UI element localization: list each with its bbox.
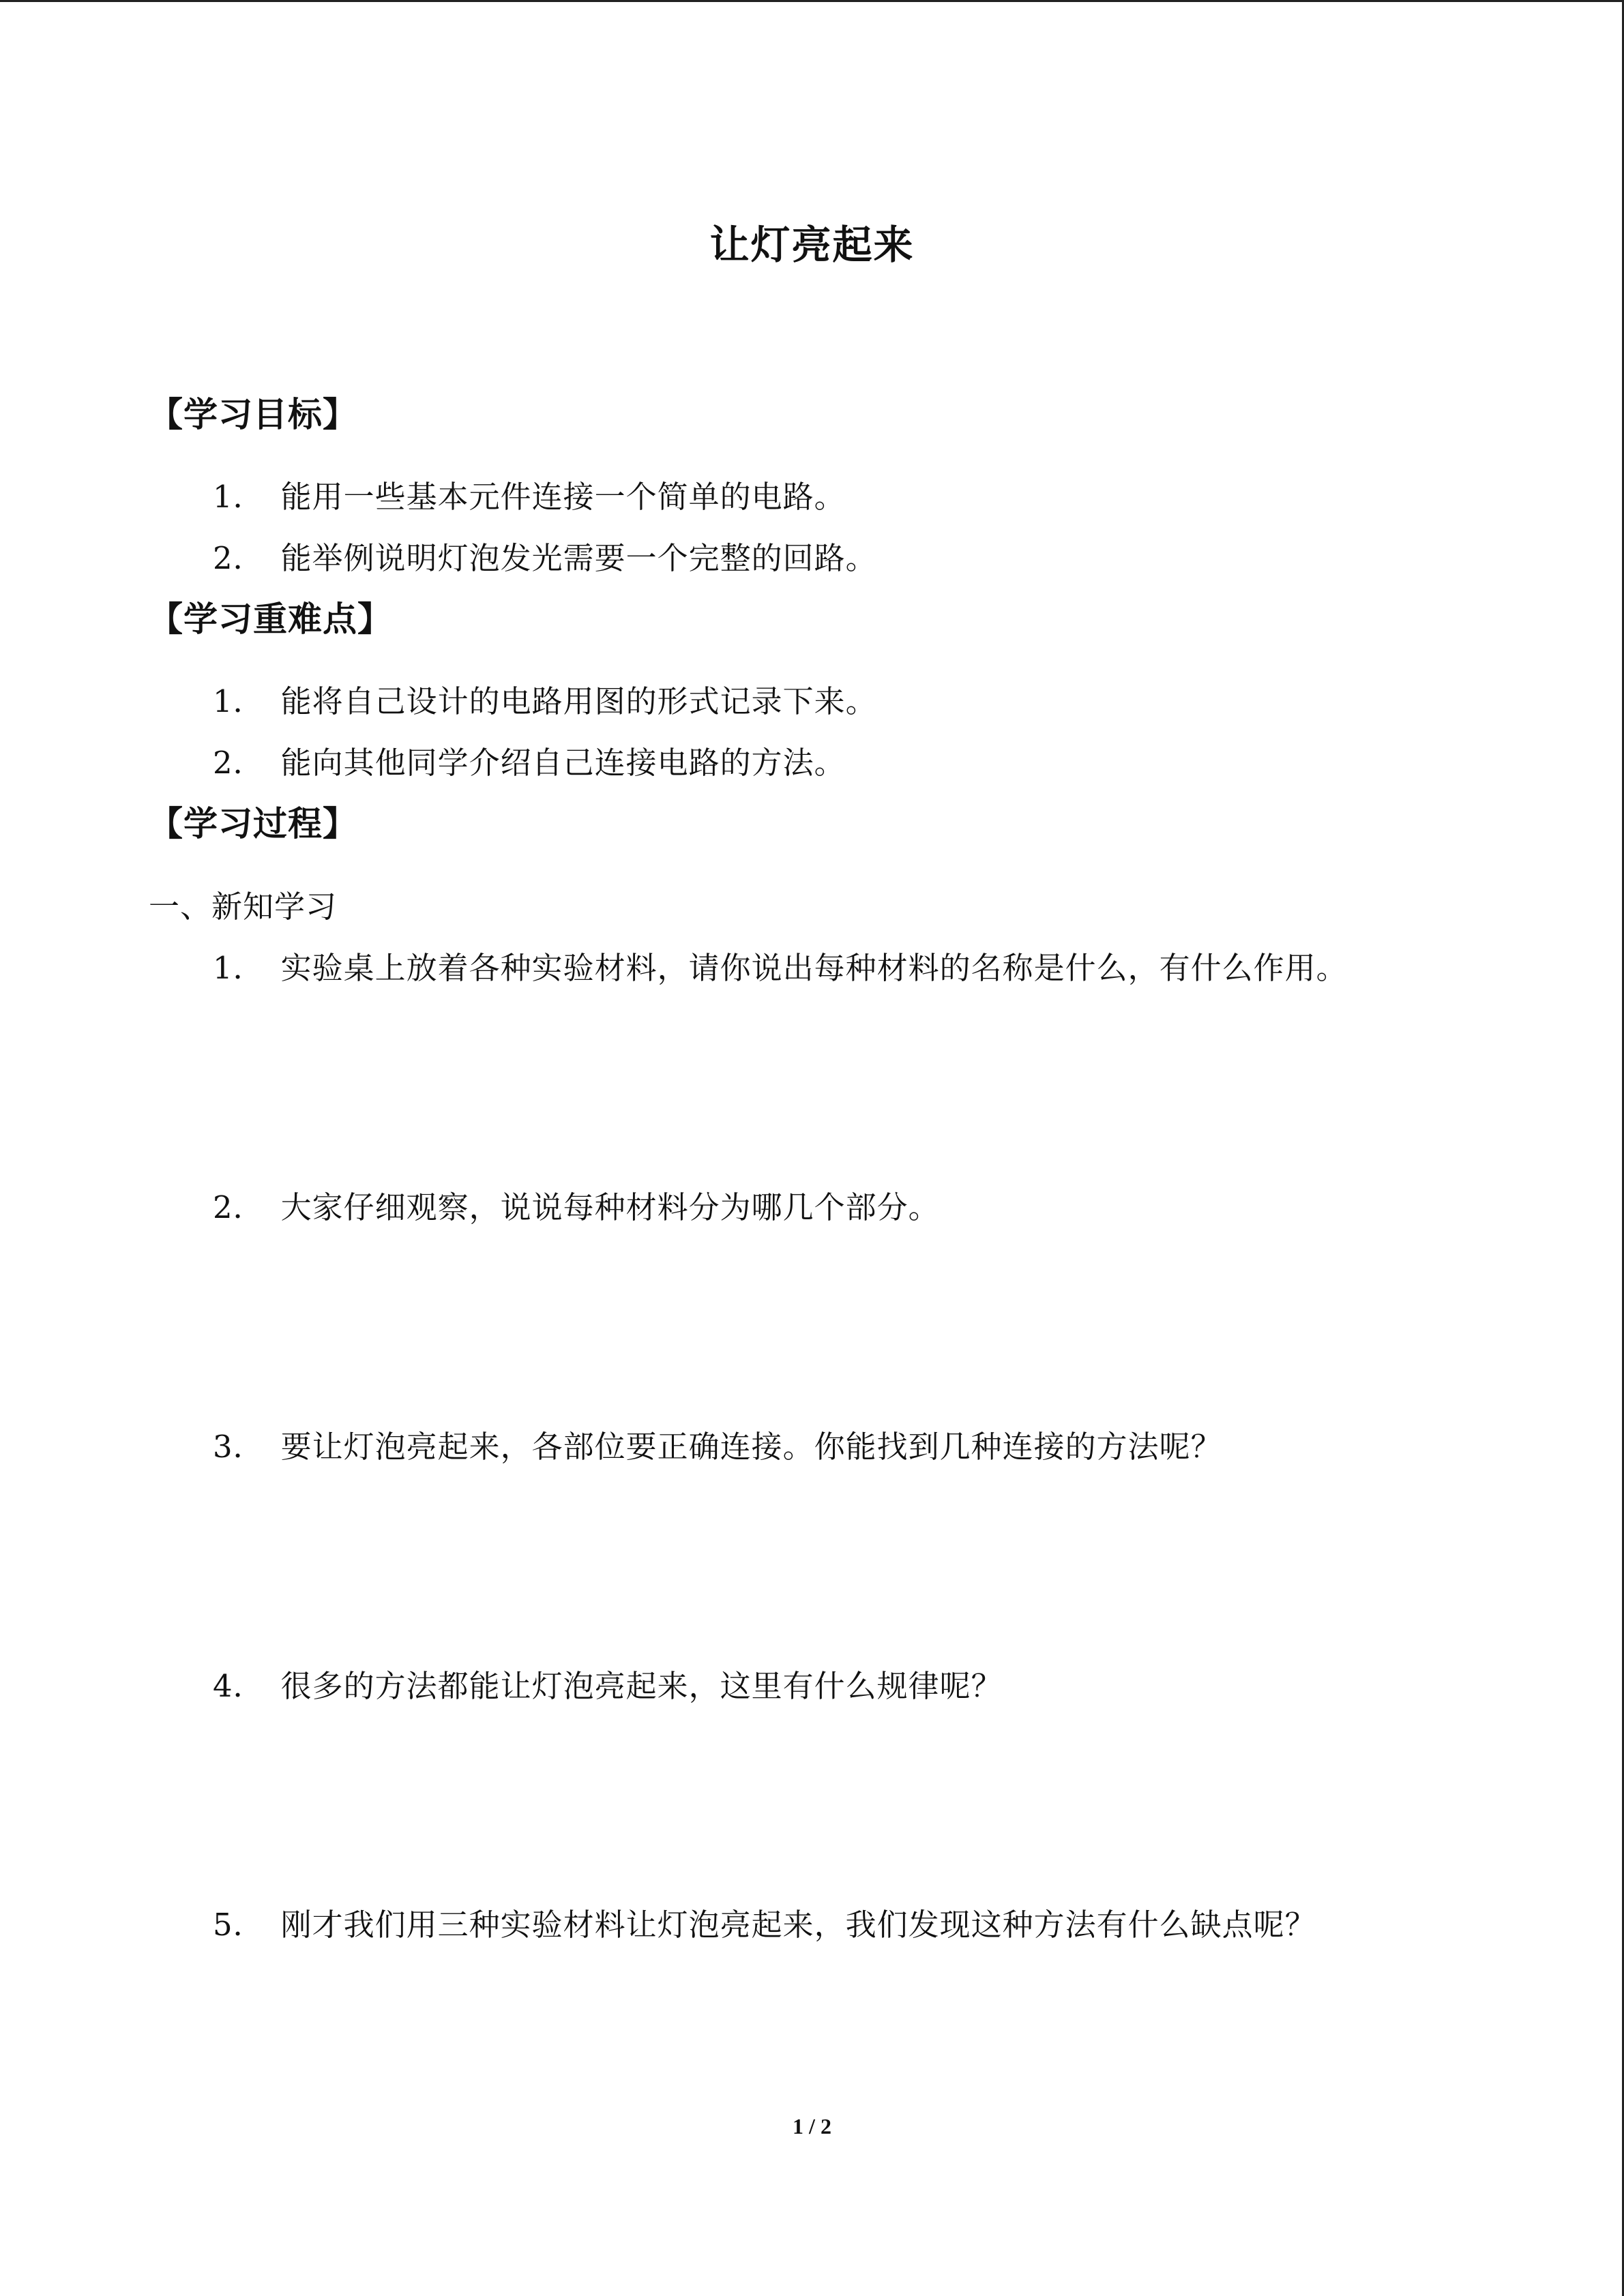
item-text: 刚才我们用三种实验材料让灯泡亮起来，我们发现这种方法有什么缺点呢？ [280, 1907, 1316, 1943]
subsection-heading: 一、新知学习 [149, 889, 338, 925]
question-item [213, 943, 1348, 987]
item-text: 能向其他同学介绍自己连接电路的方法。 [280, 745, 846, 781]
item-text: 能用一些基本元件连接一个简单的电路。 [280, 479, 846, 515]
page-border-top [0, 0, 1624, 2]
question-item [213, 1182, 940, 1227]
section-heading-key-points: 【学习重难点】 [149, 599, 392, 639]
question-item [213, 1900, 1316, 1944]
item-number: 2． [213, 540, 265, 576]
section-heading-objectives: 【学习目标】 [149, 395, 357, 434]
item-text: 很多的方法都能让灯泡亮起来，这里有什么规律呢？ [280, 1668, 1003, 1704]
page-number: 1 / 2 [793, 2114, 831, 2138]
item-number: 2． [213, 1189, 265, 1225]
item-text: 能将自己设计的电路用图的形式记录下来。 [280, 683, 877, 719]
item-number: 2． [213, 745, 265, 781]
page-title: 让灯亮起来 [709, 222, 915, 268]
list-item [213, 533, 877, 578]
item-number: 3． [213, 1429, 265, 1465]
list-item [213, 738, 846, 782]
item-text: 能举例说明灯泡发光需要一个完整的回路。 [280, 540, 877, 576]
item-number: 1． [213, 950, 265, 986]
question-item [213, 1661, 1003, 1705]
item-number: 1． [213, 683, 265, 719]
list-item [213, 472, 846, 516]
section-heading-process: 【学习过程】 [149, 804, 357, 844]
item-number: 5． [213, 1907, 265, 1943]
item-text: 实验桌上放着各种实验材料，请你说出每种材料的名称是什么，有什么作用。 [280, 950, 1348, 986]
item-number: 1． [213, 479, 265, 515]
list-item [213, 676, 877, 721]
item-text: 要让灯泡亮起来，各部位要正确连接。你能找到几种连接的方法呢？ [280, 1429, 1222, 1465]
question-item [213, 1422, 1222, 1466]
item-text: 大家仔细观察，说说每种材料分为哪几个部分。 [280, 1189, 940, 1225]
item-number: 4． [213, 1668, 265, 1704]
